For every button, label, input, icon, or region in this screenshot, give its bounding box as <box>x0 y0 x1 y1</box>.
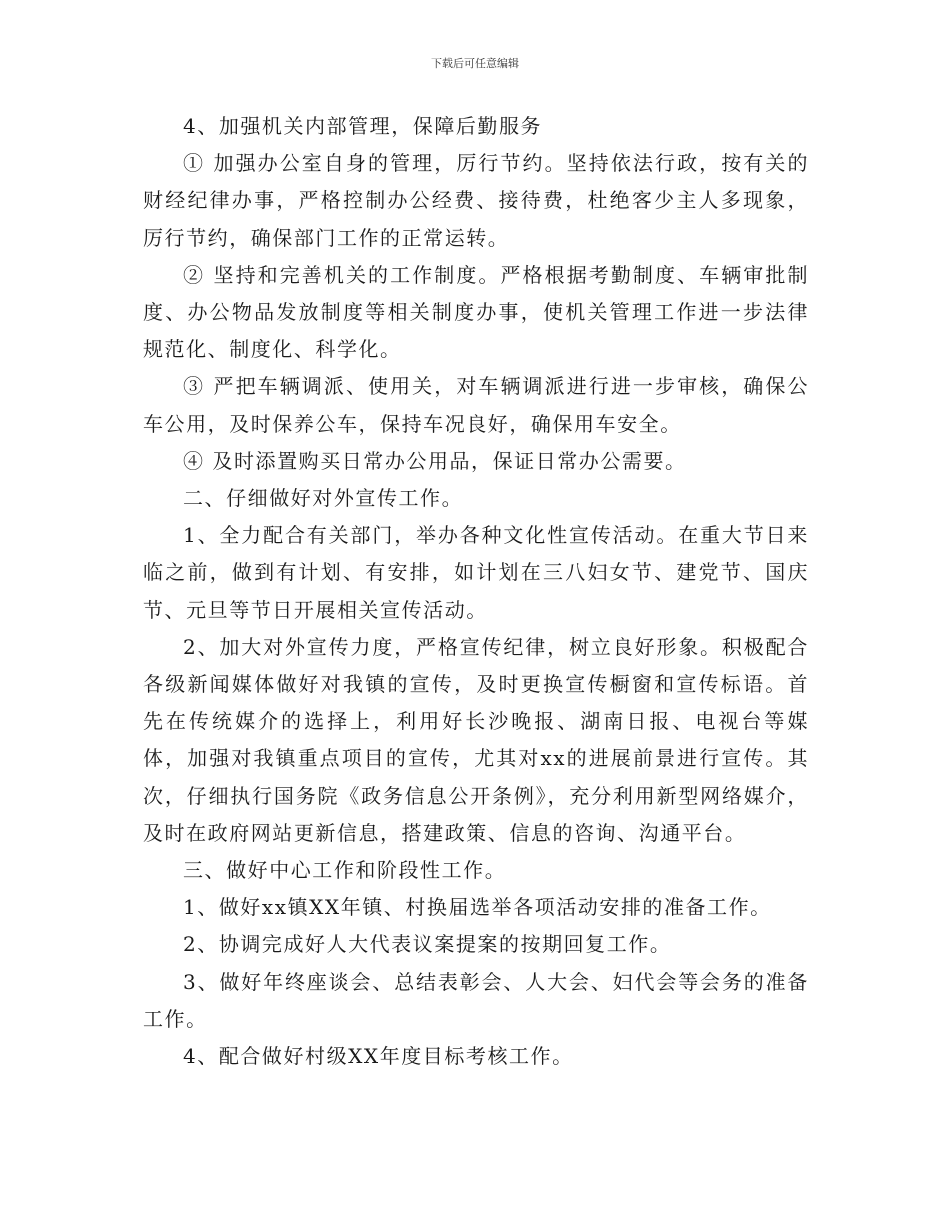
item-external-publicity: 2、加大对外宣传力度，严格宣传纪律，树立良好形象。积极配合各级新闻媒体做好对我镇的宣传，及时更换宣传橱窗和宣传标语。首先在传统媒介的选择上，利用好长沙晚报、湖南日报、电视台等媒体，加强对我镇重点项目的宣传，尤其对xx的进展前景进行宣传。其次，仔细执行国务院《政务信息公开条例》，充分利用新型网络媒介，及时在政府网站更新信息，搭建政策、信息的咨询、沟通平台。 <box>143 634 809 845</box>
item-proposal-replies: 2、协调完成好人大代表议案提案的按期回复工作。 <box>183 932 672 957</box>
item-target-assessment: 4、配合做好村级XX年度目标考核工作。 <box>183 1044 574 1069</box>
item-vehicle-dispatch: ③ 严把车辆调派、使用关，对车辆调派进行进一步审核，确保公车公用，及时保养公车，保持车况良好，确保用车安全。 <box>143 374 809 436</box>
document-body <box>143 108 809 1075</box>
item-cultural-activities: 1、全力配合有关部门，举办各种文化性宣传活动。在重大节日来临之前，做到有计划、有安排，如计划在三八妇女节、建党节、国庆节、元旦等节日开展相关宣传活动。 <box>143 523 809 622</box>
item-office-supplies: ④ 及时添置购买日常办公用品，保证日常办公需要。 <box>183 448 687 473</box>
item-work-system: ② 坚持和完善机关的工作制度。严格根据考勤制度、车辆审批制度、办公物品发放制度等相关制度办事，使机关管理工作进一步法律规范化、制度化、科学化。 <box>143 262 809 362</box>
section-heading-internal-management: 4、加强机关内部管理，保障后勤服务 <box>183 114 543 138</box>
item-election-preparation: 1、做好xx镇XX年镇、村换届选举各项活动安排的准备工作。 <box>183 895 772 920</box>
section-heading-publicity: 二、仔细做好对外宣传工作。 <box>183 486 464 511</box>
item-year-end-meetings: 3、做好年终座谈会、总结表彰会、人大会、妇代会等会务的准备工作。 <box>143 969 809 1031</box>
section-heading-central-work: 三、做好中心工作和阶段性工作。 <box>183 858 507 883</box>
page-header-note: 下载后可任意编辑 <box>431 57 519 70</box>
item-office-self-management: ① 加强办公室自身的管理，厉行节约。坚持依法行政，按有关的财经纪律办事，严格控制办公经费、接待费，杜绝客少主人多现象，厉行节约，确保部门工作的正常运转。 <box>143 151 809 250</box>
